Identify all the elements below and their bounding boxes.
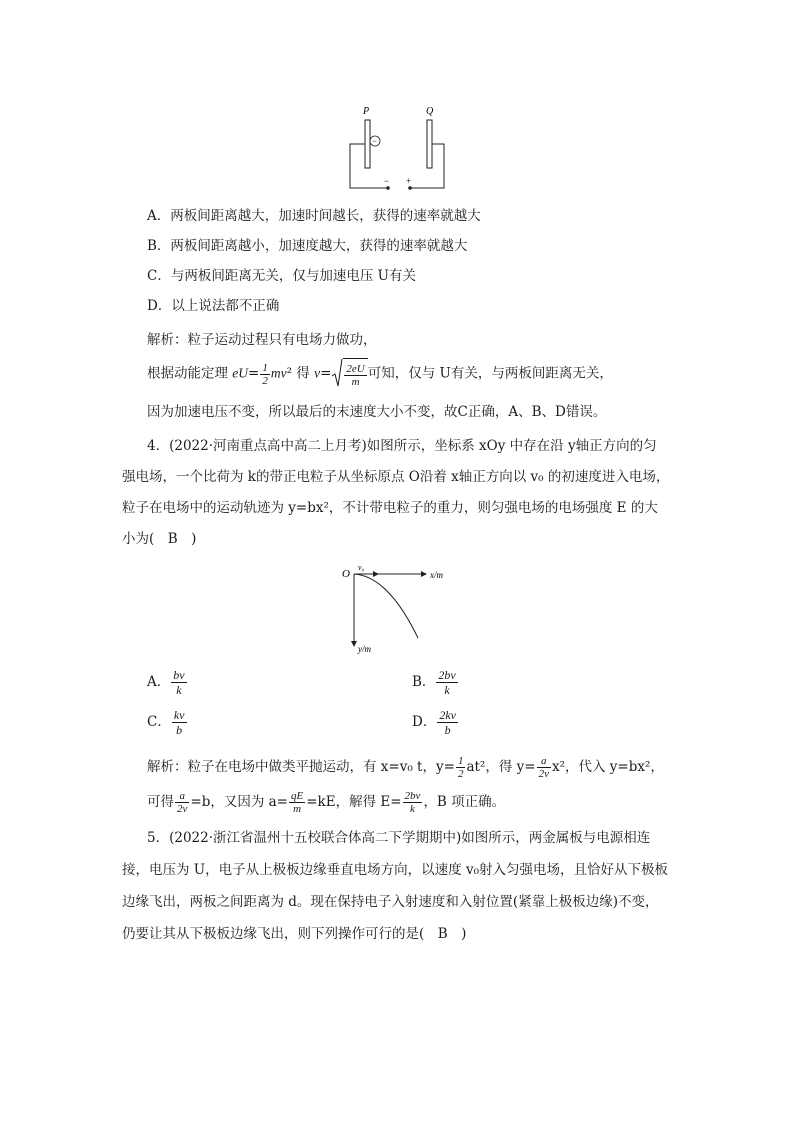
plus-sign: + <box>406 176 412 186</box>
q3-analysis-3: 因为加速电压不变，所以最后的末速度大小不变，故C正确，A、B、D错误。 <box>147 404 607 420</box>
q3-option-c: C．与两板间距离无关，仅与加速电压 U有关 <box>147 268 416 284</box>
q4-stem-4: 小为( B ) <box>122 531 197 547</box>
q4-stem-1: 4．(2022·河南重点高中高二上月考)如图所示，坐标系 xOy 中存在沿 y轴正方向的匀 <box>147 438 657 454</box>
trajectory-figure <box>338 560 468 658</box>
label-p: P <box>363 106 370 117</box>
q3-option-a: A．两板间距离越大，加速时间越长，获得的速率就越大 <box>147 208 481 224</box>
electron-charge: − <box>372 136 378 146</box>
q4-stem-2: 强电场，一个比荷为 k的带正电粒子从坐标原点 O沿着 x轴正方向以 v₀ 的初速度进入电场， <box>122 469 670 485</box>
q4-option-d: D． $\frac{2kv}{b}$ <box>412 708 456 737</box>
sqrt-expression: $\frac{2eU}{m}$ <box>331 358 367 390</box>
plate-q <box>427 120 432 168</box>
v0-label: v₀ <box>358 563 365 572</box>
fraction-half: $\frac{1}{2}$ <box>262 361 268 387</box>
q3-analysis-2: 根据动能定理 eU= $\frac{1}{2}$ mv² 得 v= $\frac{2eU}{m}$ 可知，仅与 U有关，与两板间距离无关， <box>147 358 613 390</box>
q4-option-a: A． $\frac{bv}{k}$ <box>147 668 185 697</box>
trajectory-curve <box>354 574 418 638</box>
terminal-plus <box>408 186 412 190</box>
capacitor-figure <box>340 100 460 196</box>
q5-stem-2: 接，电压为 U，电子从上极板边缘垂直电场方向，以速度 v₀射入匀强电场，且恰好从下极板 <box>122 862 668 878</box>
q4-analysis-1: 解析：粒子在电场中做类平抛运动，有 x=v₀ t，y= $\frac{1}{2}$ at²，得 y= $\frac{a}{2v}$ x²，代入 y=bx²， <box>147 755 664 780</box>
x-axis-label: x/m <box>430 570 443 580</box>
q5-stem-1: 5．(2022·浙江省温州十五校联合体高二下学期期中)如图所示，两金属板与电源相连 <box>147 830 651 846</box>
q3-option-b: B．两板间距离越小，加速度越大，获得的速率就越大 <box>147 238 468 254</box>
q4-analysis-2: 可得 $\frac{a}{2v}$ =b，又因为 a= $\frac{qE}{m}$ =kE，解得 E= $\frac{2bv}{k}$ ，B 项正确。 <box>147 790 506 815</box>
q4-option-b: B． $\frac{2bv}{k}$ <box>412 668 456 697</box>
y-axis-label: y/m <box>358 644 371 654</box>
origin-label: O <box>342 568 350 580</box>
label-q: Q <box>426 106 434 117</box>
q4-option-c: C． $\frac{kv}{b}$ <box>147 708 185 737</box>
q5-stem-3: 边缘飞出，两板之间距离为 d。现在保持电子入射速度和入射位置(紧靠上极板边缘)不变， <box>122 894 659 910</box>
q5-stem-4: 仍要让其从下极板边缘飞出，则下列操作可行的是( B ) <box>122 926 467 942</box>
q4-stem-3: 粒子在电场中的运动轨迹为 y=bx²，不计带电粒子的重力，则匀强电场的电场强度 E 的大 <box>122 500 658 516</box>
q3-analysis-1: 解析：粒子运动过程只有电场力做功， <box>147 332 377 348</box>
q3-option-d: D．以上说法都不正确 <box>147 298 280 314</box>
wire-left <box>350 144 388 188</box>
terminal-minus <box>386 186 390 190</box>
plate-p <box>365 120 370 168</box>
minus-sign: − <box>384 176 390 186</box>
